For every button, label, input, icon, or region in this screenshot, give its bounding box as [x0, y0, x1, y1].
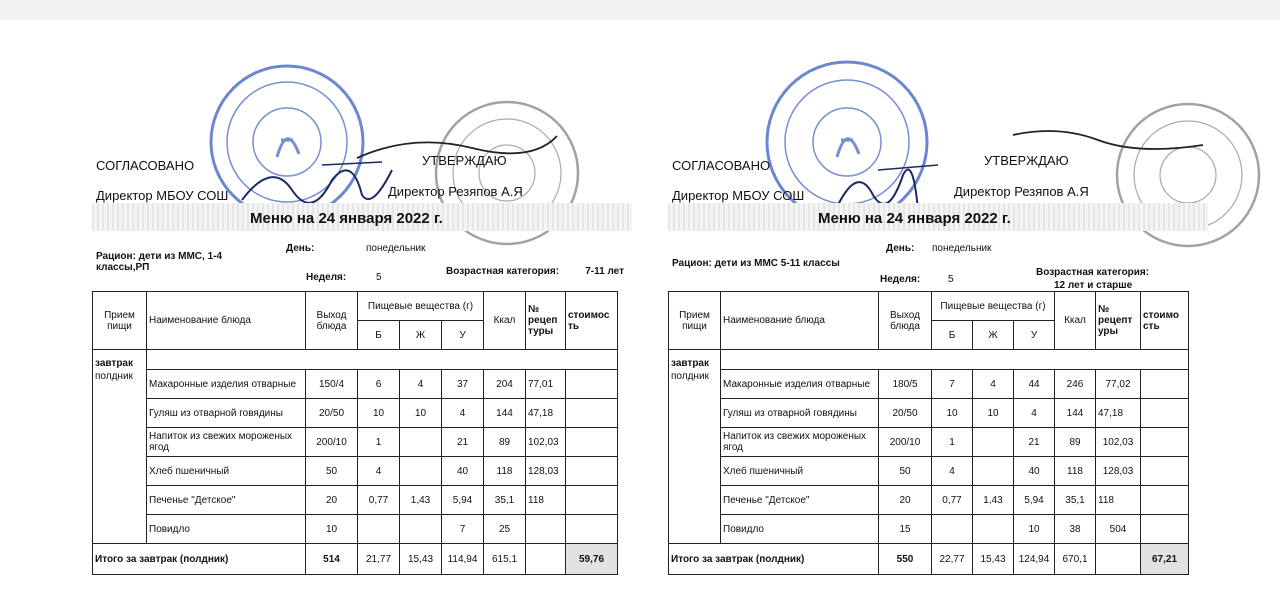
dish-zh: [973, 515, 1014, 544]
meal-cell-empty: [93, 457, 147, 486]
dish-u: 5,94: [442, 486, 484, 515]
header-kcal: Ккал: [1055, 292, 1096, 350]
dish-name: Гуляш из отварной говядины: [721, 399, 879, 428]
school-seal-stamp: [207, 62, 367, 222]
dish-kcal: 25: [484, 515, 526, 544]
dish-kcal: 246: [1055, 370, 1096, 399]
dish-zh: 10: [400, 399, 442, 428]
total-u: 114,94: [442, 544, 484, 575]
approved-left-label: СОГЛАСОВАНО: [672, 158, 771, 173]
total-kcal: 615,1: [484, 544, 526, 575]
dish-u: 7: [442, 515, 484, 544]
dish-cost: [1141, 515, 1189, 544]
dish-recipe: 102,03: [1096, 428, 1141, 457]
ration-label: Рацион: дети из МMC, 1-4 классы,РП: [96, 251, 223, 273]
dish-u: 21: [442, 428, 484, 457]
total-b: 21,77: [358, 544, 400, 575]
total-label: Итого за завтрак (полдник): [669, 544, 879, 575]
dish-b: [932, 515, 973, 544]
menu-table: [92, 291, 618, 575]
dish-zh: 4: [400, 370, 442, 399]
dish-name: Напиток из свежих мороженых ягод: [147, 428, 306, 457]
meal-cell-empty: [669, 428, 721, 457]
approved-right-label: УТВЕРЖДАЮ: [422, 153, 507, 168]
dish-recipe: 118: [526, 486, 566, 515]
dish-kcal: 89: [1055, 428, 1096, 457]
dish-kcal: 144: [1055, 399, 1096, 428]
total-b: 22,77: [932, 544, 973, 575]
total-cost: 59,76: [566, 544, 618, 575]
header-yield: Выход блюда: [306, 292, 358, 350]
dish-name: Хлеб пшеничный: [147, 457, 306, 486]
dish-cost: [566, 486, 618, 515]
dish-yield: 20/50: [879, 399, 932, 428]
header-yield: Выход блюда: [879, 292, 932, 350]
dish-kcal: 89: [484, 428, 526, 457]
dish-kcal: 144: [484, 399, 526, 428]
total-recipe: [526, 544, 566, 575]
meal-cell-empty: [93, 399, 147, 428]
header-cost: стоимос ть: [566, 292, 618, 350]
day-value: понедельник: [366, 243, 426, 254]
director-left-label: Директор МБОУ СОШ: [96, 188, 229, 203]
meal-cell-empty: [669, 486, 721, 515]
dish-yield: 50: [306, 457, 358, 486]
dish-u: 44: [1014, 370, 1055, 399]
dish-recipe: 128,03: [526, 457, 566, 486]
dish-name: Гуляш из отварной говядины: [147, 399, 306, 428]
dish-b: 0,77: [358, 486, 400, 515]
header-b: Б: [932, 321, 973, 350]
meal-cell-empty: [93, 486, 147, 515]
dish-u: 5,94: [1014, 486, 1055, 515]
dish-zh: [400, 515, 442, 544]
dish-yield: 20/50: [306, 399, 358, 428]
dish-recipe: 47,18: [526, 399, 566, 428]
dish-b: 10: [358, 399, 400, 428]
approved-left-label: СОГЛАСОВАНО: [96, 158, 195, 173]
dish-u: 21: [1014, 428, 1055, 457]
dish-name: Хлеб пшеничный: [721, 457, 879, 486]
dish-b: 4: [932, 457, 973, 486]
meal-snack: полдник: [93, 370, 147, 399]
total-recipe: [1096, 544, 1141, 575]
header-dish: Наименование блюда: [721, 292, 879, 350]
dish-b: 1: [932, 428, 973, 457]
header-b: Б: [358, 321, 400, 350]
menu-document-junior: [92, 0, 652, 611]
dish-kcal: 35,1: [484, 486, 526, 515]
header-kcal: Ккал: [484, 292, 526, 350]
menu-title: Меню на 24 января 2022 г.: [818, 210, 1011, 227]
header-meal: Прием пищи: [669, 292, 721, 350]
header-dish: Наименование блюда: [147, 292, 306, 350]
meal-cell-empty: [669, 457, 721, 486]
total-cost: 67,21: [1141, 544, 1189, 575]
dish-cost: [566, 457, 618, 486]
dish-recipe: 77,01: [526, 370, 566, 399]
header-u: У: [1014, 321, 1055, 350]
dish-zh: [400, 428, 442, 457]
dish-yield: 180/5: [879, 370, 932, 399]
header-recipe: № рецеп туры: [526, 292, 566, 350]
dish-recipe: 128,03: [1096, 457, 1141, 486]
menu-table: [668, 291, 1189, 575]
dish-name: Макаронные изделия отварные: [147, 370, 306, 399]
meal-cell-empty: [93, 515, 147, 544]
director-left-label: Директор МБОУ СОШ: [672, 188, 805, 203]
dish-recipe: 77,02: [1096, 370, 1141, 399]
dish-u: 4: [1014, 399, 1055, 428]
dish-name: Макаронные изделия отварные: [721, 370, 879, 399]
age-category-label: Возрастная категория:: [446, 266, 560, 277]
dish-kcal: 118: [484, 457, 526, 486]
day-value: понедельник: [932, 243, 992, 254]
header-meal: Прием пищи: [93, 292, 147, 350]
week-value: 5: [376, 272, 382, 283]
dish-yield: 200/10: [879, 428, 932, 457]
total-u: 124,94: [1014, 544, 1055, 575]
meal-cell-empty: [669, 515, 721, 544]
age-category-value: 12 лет и старше: [1054, 280, 1133, 291]
dish-yield: 50: [879, 457, 932, 486]
header-nutrients: Пищевые вещества (г): [358, 292, 484, 321]
dish-cost: [1141, 457, 1189, 486]
dish-recipe: 102,03: [526, 428, 566, 457]
total-kcal: 670,1: [1055, 544, 1096, 575]
approved-right-label: УТВЕРЖДАЮ: [984, 153, 1069, 168]
dish-name: Повидло: [147, 515, 306, 544]
age-category-value: 7-11 лет: [585, 266, 624, 277]
dish-yield: 200/10: [306, 428, 358, 457]
dish-yield: 150/4: [306, 370, 358, 399]
dish-name: Напиток из свежих мороженых ягод: [721, 428, 879, 457]
dish-name: Повидло: [721, 515, 879, 544]
dish-b: 1: [358, 428, 400, 457]
total-yield: 514: [306, 544, 358, 575]
total-yield: 550: [879, 544, 932, 575]
age-category-label: Возрастная категория:: [1036, 267, 1150, 278]
week-label: Неделя:: [880, 274, 921, 285]
dish-yield: 20: [306, 486, 358, 515]
dish-b: [358, 515, 400, 544]
meal-breakfast: завтрак: [669, 350, 721, 370]
dish-u: 40: [442, 457, 484, 486]
meal-cell-empty: [93, 428, 147, 457]
week-label: Неделя:: [306, 272, 347, 283]
meal-breakfast: завтрак: [93, 350, 147, 370]
dish-kcal: 204: [484, 370, 526, 399]
dish-b: 10: [932, 399, 973, 428]
dish-kcal: 118: [1055, 457, 1096, 486]
menu-title: Меню на 24 января 2022 г.: [250, 210, 443, 227]
dish-recipe: 118: [1096, 486, 1141, 515]
dish-yield: 10: [306, 515, 358, 544]
dish-zh: 4: [973, 370, 1014, 399]
dish-cost: [566, 399, 618, 428]
dish-zh: 10: [973, 399, 1014, 428]
director-right-label: Директор Резяпов А.Я: [388, 184, 523, 199]
dish-u: 4: [442, 399, 484, 428]
dish-kcal: 38: [1055, 515, 1096, 544]
dish-recipe: 504: [1096, 515, 1141, 544]
total-zh: 15,43: [973, 544, 1014, 575]
dish-recipe: 47,18: [1096, 399, 1141, 428]
header-zh: Ж: [973, 321, 1014, 350]
header-cost: стоимо сть: [1141, 292, 1189, 350]
dish-cost: [1141, 428, 1189, 457]
dish-zh: [973, 428, 1014, 457]
dish-b: 4: [358, 457, 400, 486]
dish-b: 7: [932, 370, 973, 399]
dish-cost: [1141, 486, 1189, 515]
director-right-label: Директор Резяпов А.Я: [954, 184, 1089, 199]
dish-recipe: [526, 515, 566, 544]
meal-snack: полдник: [669, 370, 721, 399]
dish-cost: [566, 370, 618, 399]
dish-zh: [973, 457, 1014, 486]
dish-u: 37: [442, 370, 484, 399]
dish-kcal: 35,1: [1055, 486, 1096, 515]
ration-label: Рацион: дети из МMC 5-11 классы: [672, 258, 840, 269]
dish-name: Печенье "Детское": [721, 486, 879, 515]
dish-zh: [400, 457, 442, 486]
meal-cell-empty: [669, 399, 721, 428]
header-u: У: [442, 321, 484, 350]
dish-zh: 1,43: [400, 486, 442, 515]
breakfast-empty-row: [721, 350, 1189, 370]
total-zh: 15,43: [400, 544, 442, 575]
dish-cost: [1141, 370, 1189, 399]
dish-b: 6: [358, 370, 400, 399]
breakfast-empty-row: [147, 350, 618, 370]
week-value: 5: [948, 274, 954, 285]
header-zh: Ж: [400, 321, 442, 350]
day-label: День:: [286, 243, 315, 254]
dish-cost: [1141, 399, 1189, 428]
dish-u: 40: [1014, 457, 1055, 486]
dish-cost: [566, 428, 618, 457]
dish-yield: 20: [879, 486, 932, 515]
dish-zh: 1,43: [973, 486, 1014, 515]
dish-b: 0,77: [932, 486, 973, 515]
header-nutrients: Пищевые вещества (г): [932, 292, 1055, 321]
menu-document-senior: [668, 0, 1228, 611]
day-label: День:: [886, 243, 915, 254]
dish-name: Печенье "Детское": [147, 486, 306, 515]
dish-yield: 15: [879, 515, 932, 544]
total-label: Итого за завтрак (полдник): [93, 544, 306, 575]
dish-cost: [566, 515, 618, 544]
header-recipe: № рецепт уры: [1096, 292, 1141, 350]
dish-u: 10: [1014, 515, 1055, 544]
